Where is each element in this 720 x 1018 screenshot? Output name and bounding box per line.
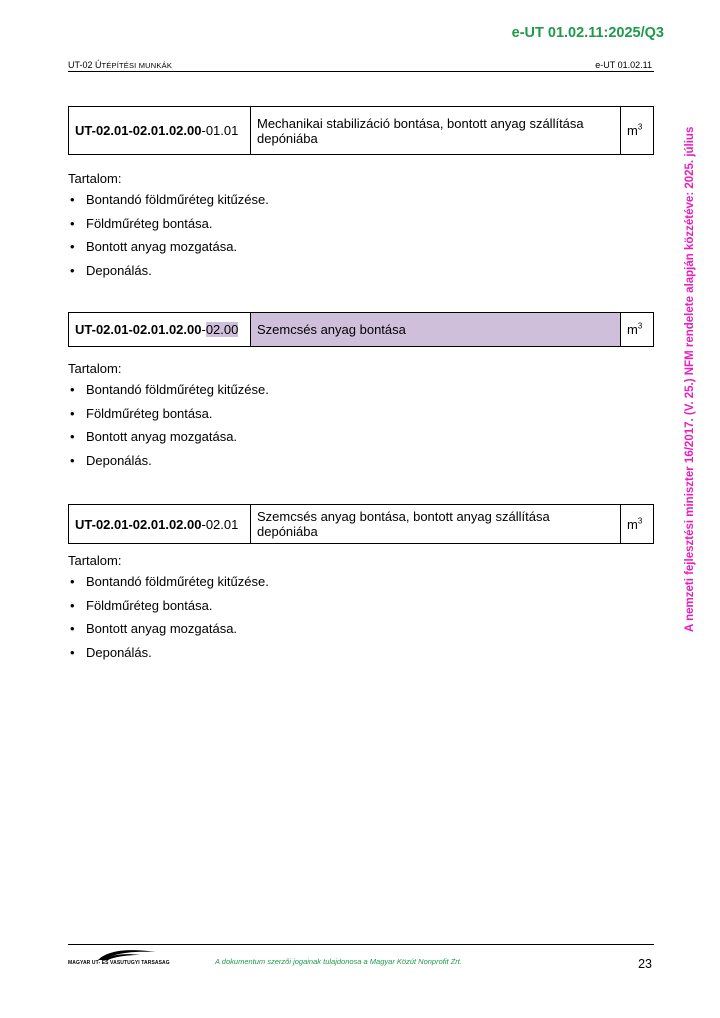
content-block-3 [68, 553, 269, 668]
unit-base: m [627, 322, 638, 337]
item-code-suffix: 02.01 [205, 516, 239, 532]
item-table-1 [68, 106, 654, 155]
page-number: 23 [638, 957, 652, 971]
item-code-cell [69, 313, 251, 347]
unit-exponent: 3 [637, 321, 643, 331]
document-code: e-UT 01.02.11:2025/Q3 [511, 25, 664, 41]
item-table-2 [68, 312, 654, 347]
unit-base: m [627, 516, 638, 532]
item-row [69, 313, 654, 347]
header-left-smallcaps: TÉPÍTÉSI MUNKÁK [101, 61, 173, 70]
list-item: • Deponálás. [68, 645, 269, 669]
content-title: Tartalom: [68, 361, 122, 376]
list-item: • Bontandó földműréteg kitűzése. [68, 574, 269, 598]
side-publication-note: A nemzeti fejlesztési miniszter 16/2017. (V. 25.) NFM rendelete alapján közzétéve: 2025. július [684, 126, 696, 632]
content-list [68, 192, 269, 286]
running-header-right: e-UT 01.02.11 [595, 60, 652, 70]
item-code-sep: - [201, 123, 206, 138]
item-description-cell: Szemcsés anyag bontása, bontott anyag szállítása depóniába [251, 505, 621, 544]
item-code-bold: UT-02.01-02.01.02.00 [75, 516, 202, 532]
item-table-3 [68, 504, 654, 544]
list-item: • Deponálás. [68, 263, 269, 287]
content-title: Tartalom: [68, 553, 122, 568]
item-code-bold: UT-02.01-02.01.02.00 [75, 123, 202, 138]
item-code-sep: - [201, 516, 206, 532]
list-item: • Bontott anyag mozgatása. [68, 239, 269, 263]
unit-exponent: 3 [637, 516, 643, 526]
content-list [68, 382, 269, 476]
list-item: • Bontandó földműréteg kitűzése. [68, 382, 269, 406]
unit-base: m [627, 123, 638, 138]
item-unit-cell [621, 313, 654, 347]
item-code-suffix: 02.00 [205, 322, 239, 337]
item-code-cell [69, 505, 251, 544]
item-unit-cell [621, 107, 654, 155]
item-row [69, 107, 654, 155]
item-code-cell [69, 107, 251, 155]
logo-text: MAGYAR UT- ES VASUTUGYI TARSASAG [68, 960, 170, 966]
item-unit-cell [621, 505, 654, 544]
item-code-sep: - [201, 322, 206, 337]
list-item: • Földműréteg bontása. [68, 598, 269, 622]
header-left-prefix: UT-02 Ú [68, 60, 102, 70]
item-code-suffix: 01.01 [205, 123, 239, 138]
unit-exponent: 3 [637, 122, 643, 132]
footer-copyright: A dokumentum szerzői jogainak tulajdonosa a Magyar Közút Nonprofit Zrt. [215, 957, 462, 966]
list-item: • Bontandó földműréteg kitűzése. [68, 192, 269, 216]
list-item: • Bontott anyag mozgatása. [68, 621, 269, 645]
item-description-cell: Szemcsés anyag bontása [251, 313, 621, 347]
item-code-bold: UT-02.01-02.01.02.00 [75, 322, 202, 337]
footer-logo [68, 948, 170, 970]
header-rule [68, 71, 654, 72]
list-item: • Bontott anyag mozgatása. [68, 429, 269, 453]
item-description-cell: Mechanikai stabilizáció bontása, bontott anyag szállítása depóniába [251, 107, 621, 155]
footer-rule [68, 944, 654, 945]
content-title: Tartalom: [68, 171, 122, 186]
content-block-1 [68, 171, 269, 286]
list-item: • Deponálás. [68, 453, 269, 477]
list-item: • Földműréteg bontása. [68, 216, 269, 240]
list-item: • Földműréteg bontása. [68, 406, 269, 430]
running-header-left [68, 60, 172, 70]
content-block-2 [68, 361, 269, 476]
content-list [68, 574, 269, 668]
item-row [69, 505, 654, 544]
